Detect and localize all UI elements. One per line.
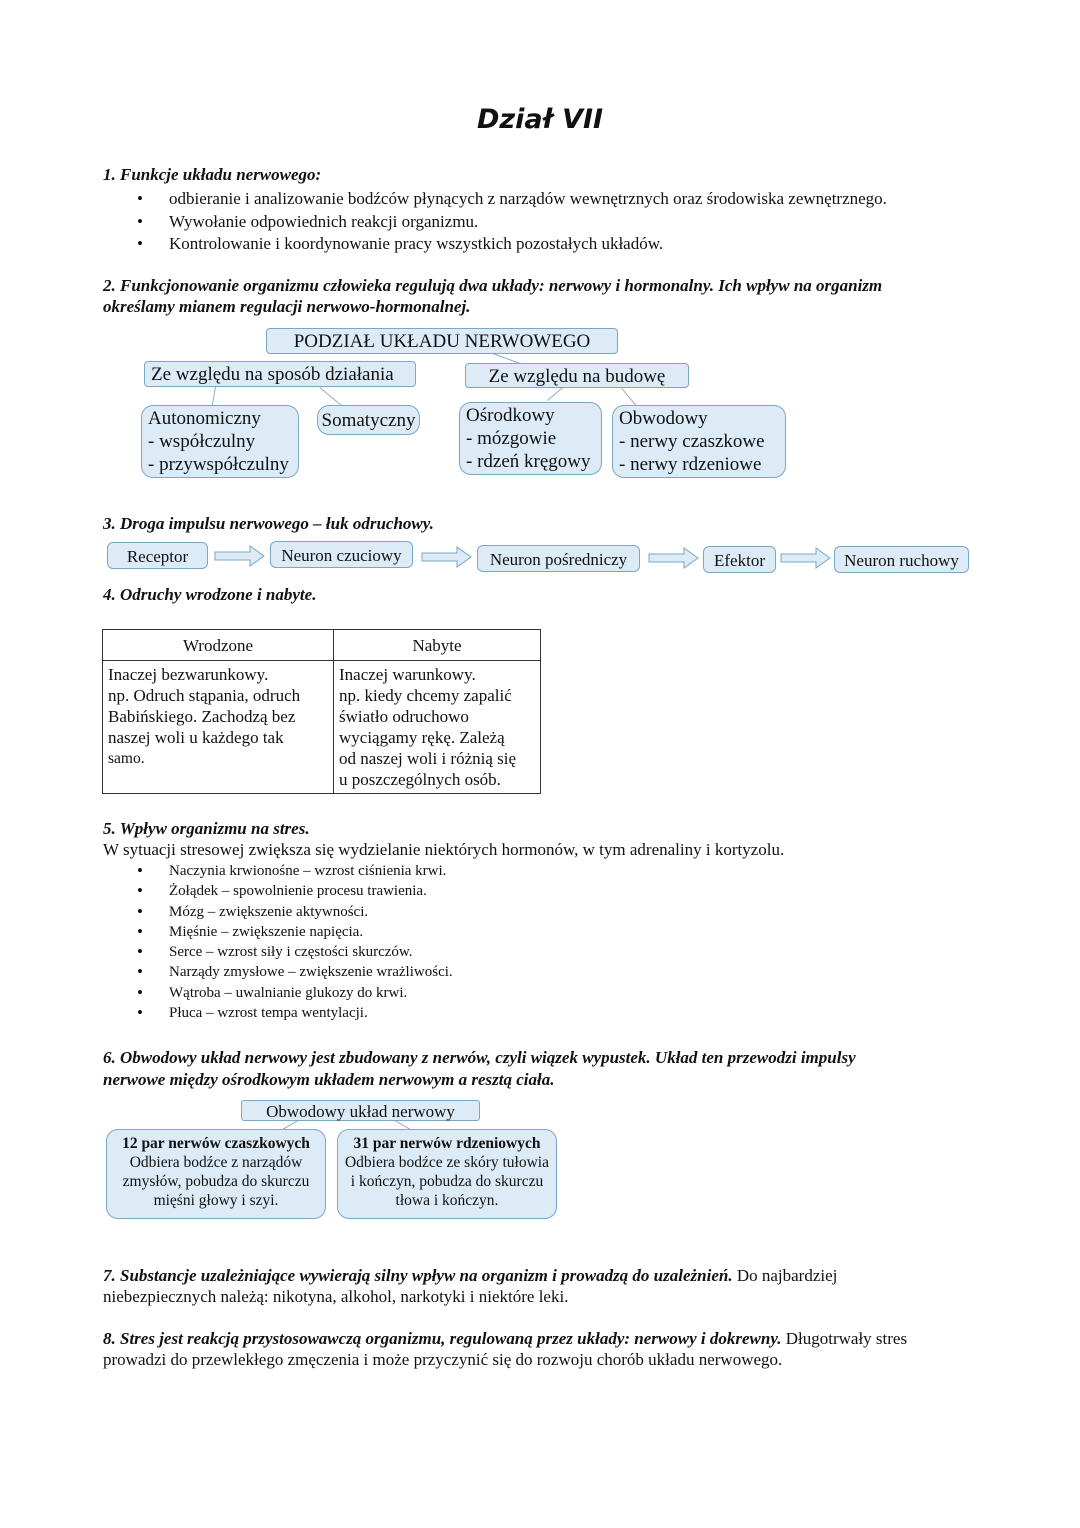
arrow-right-icon (648, 547, 700, 569)
arrow-right-icon (214, 545, 266, 567)
list-item: • Mięśnie – zwiększenie napięcia. (103, 922, 803, 942)
section-8-line-2: prowadzi do przewlekłego zmęczenia i może przyczynić się do rozwoju chorób układu nerwowego. (103, 1350, 783, 1369)
cell-line: u poszczególnych osób. (339, 770, 501, 789)
arrow-right-icon (421, 546, 473, 568)
section-8-rest: Długotrwały stres (781, 1329, 908, 1348)
list-item: • Wywołanie odpowiednich reakcji organizmu. (103, 211, 1003, 234)
list-item: • Narządy zmysłowe – zwiększenie wrażliwości. (103, 962, 803, 982)
peripheral-root: Obwodowy układ nerwowy (241, 1100, 480, 1121)
list-item: • Wątroba – uwalnianie glukozy do krwi. (103, 983, 803, 1003)
central-box (459, 402, 602, 475)
cell-line: Babińskiego. Zachodzą bez (108, 707, 296, 726)
central-title: Ośrodkowy (466, 405, 555, 426)
reflex-step-interneuron: Neuron pośredniczy (477, 545, 640, 572)
autonomic-line: - przywspółczulny (148, 454, 289, 475)
list-item: • Płuca – wzrost tempa wentylacji. (103, 1003, 803, 1023)
list-item: • odbieranie i analizowanie bodźców płynących z narządów wewnętrznych oraz środowiska zewnętrznego. (103, 188, 1003, 211)
peripheral-line: - nerwy rdzeniowe (619, 454, 762, 475)
cell-line: np. Odruch stąpania, odruch (108, 686, 301, 705)
reflex-step-motor-neuron: Neuron ruchowy (834, 546, 969, 573)
spinal-nerves-box (337, 1129, 557, 1219)
cell-line: samo. (108, 750, 145, 767)
section-8-line-1 (103, 1329, 907, 1349)
page-title: Dział VII (476, 104, 604, 135)
cell-line: światło odruchowo (339, 707, 469, 726)
section-1-list (103, 188, 1003, 256)
reflex-step-receptor: Receptor (107, 542, 208, 569)
cell-line: Inaczej warunkowy. (339, 665, 476, 684)
autonomic-box (141, 405, 299, 478)
box-line: Odbiera bodźce z narządów (129, 1154, 303, 1171)
autonomic-title: Autonomiczny (148, 408, 261, 429)
section-4-heading: 4. Odruchy wrodzone i nabyte. (103, 585, 317, 604)
arrow-right-icon (780, 547, 832, 569)
section-5-intro: W sytuacji stresowej zwiększa się wydzielanie niektórych hormonów, w tym adrenaliny i kortyzolu. (103, 840, 785, 859)
cell-line: Inaczej bezwarunkowy. (108, 665, 269, 684)
cell-line: od naszej woli i różnią się (339, 749, 517, 768)
section-8-bold: 8. Stres jest reakcją przystosowawczą organizmu, regulowaną przez układy: nerwowy i dokrewny. (103, 1329, 782, 1348)
section-2-line-1: 2. Funkcjonowanie organizmu człowieka regulują dwa układy: nerwowy i hormonalny. Ich wpływ na organizm (103, 276, 883, 295)
cell-line: wyciągamy rękę. Zależą (339, 728, 505, 747)
branch-by-structure: Ze względu na budowę (465, 363, 689, 388)
cranial-nerves-title: 12 par nerwów czaszkowych (122, 1135, 310, 1152)
box-line: zmysłów, pobudza do skurczu (122, 1173, 310, 1190)
table-cell-innate (103, 661, 334, 794)
list-item: • Serce – wzrost siły i częstości skurczów. (103, 942, 803, 962)
branch-by-function: Ze względu na sposób działania (144, 361, 416, 387)
reflex-table (102, 629, 541, 794)
section-5-heading: 5. Wpływ organizmu na stres. (103, 819, 310, 838)
box-line: tłowa i kończyn. (395, 1192, 499, 1209)
spinal-nerves-title: 31 par nerwów rdzeniowych (353, 1135, 541, 1152)
box-line: i kończyn, pobudza do skurczu (350, 1173, 544, 1190)
somatic-box: Somatyczny (317, 405, 420, 435)
peripheral-title: Obwodowy (619, 408, 708, 429)
central-line: - rdzeń kręgowy (466, 451, 591, 472)
cranial-nerves-box (106, 1129, 326, 1219)
section-2-line-2: określamy mianem regulacji nerwowo-hormonalnej. (103, 297, 471, 316)
section-7-line-2: niebezpiecznych należą: nikotyna, alkohol, narkotyki i niektóre leki. (103, 1287, 569, 1306)
list-item: • Żołądek – spowolnienie procesu trawienia. (103, 881, 803, 901)
diagram-root: PODZIAŁ UKŁADU NERWOWEGO (266, 328, 618, 354)
box-line: Odbiera bodźce ze skóry tułowia (344, 1154, 549, 1171)
box-line: mięśni głowy i szyi. (153, 1192, 279, 1209)
reflex-step-effector: Efektor (703, 546, 776, 573)
cell-line: np. kiedy chcemy zapalić (339, 686, 512, 705)
list-item: • Kontrolowanie i koordynowanie pracy wszystkich pozostałych układów. (103, 233, 1003, 256)
section-6-line-1: 6. Obwodowy układ nerwowy jest zbudowany z nerwów, czyli wiązek wypustek. Układ ten przewodzi impulsy (103, 1048, 856, 1067)
section-7-rest: Do najbardziej (732, 1266, 838, 1285)
section-7-line-1 (103, 1266, 837, 1286)
section-5-list (103, 861, 803, 1023)
table-header: Wrodzone (103, 630, 334, 661)
table-cell-acquired (334, 661, 541, 794)
reflex-step-sensory-neuron: Neuron czuciowy (270, 541, 413, 568)
section-1-heading: 1. Funkcje układu nerwowego: (103, 165, 322, 184)
table-header: Nabyte (334, 630, 541, 661)
central-line: - mózgowie (466, 428, 557, 449)
cell-line: naszej woli u każdego tak (108, 728, 284, 747)
section-6-line-2: nerwowe między ośrodkowym układem nerwowym a resztą ciała. (103, 1070, 555, 1089)
peripheral-box (612, 405, 786, 478)
list-item: • Mózg – zwiększenie aktywności. (103, 902, 803, 922)
section-7-bold: 7. Substancje uzależniające wywierają silny wpływ na organizm i prowadzą do uzależnień. (103, 1266, 733, 1285)
peripheral-line: - nerwy czaszkowe (619, 431, 765, 452)
section-3-heading: 3. Droga impulsu nerwowego – łuk odruchowy. (103, 514, 434, 533)
list-item: • Naczynia krwionośne – wzrost ciśnienia krwi. (103, 861, 803, 881)
autonomic-line: - współczulny (148, 431, 256, 452)
